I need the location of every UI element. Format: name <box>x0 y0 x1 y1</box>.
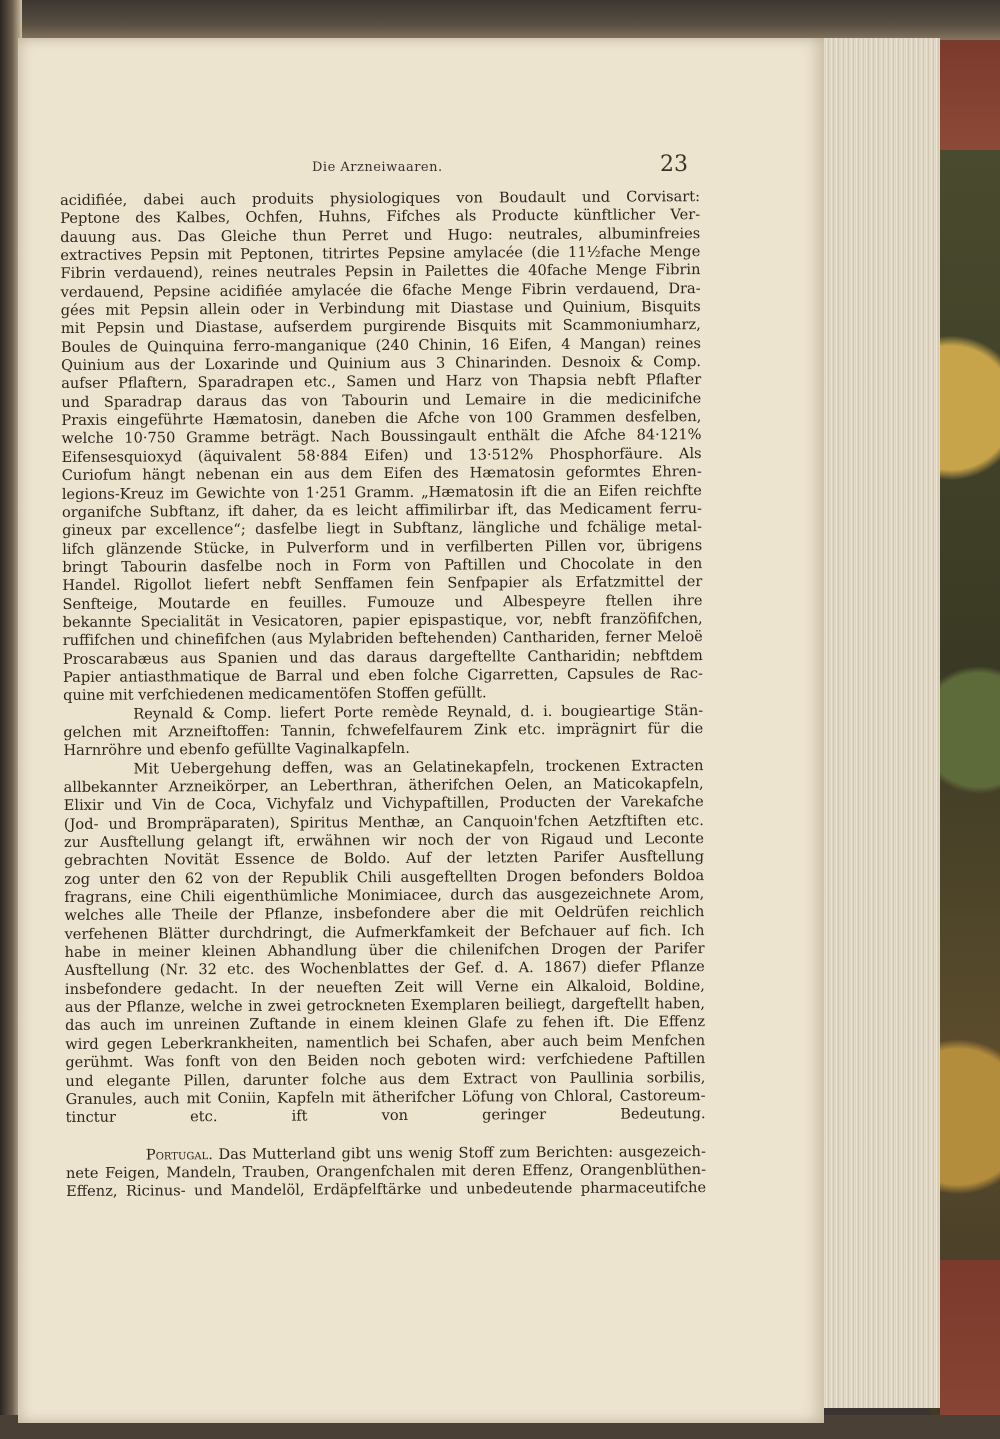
text-line: zur Ausftellung gelangt ift, erwähnen wir noch der von Rigaud und Leconte <box>63 830 705 852</box>
text-line: das auch im unreinen Zuftande in einem kleinen Glafe zu fehen ift. Die Effenz <box>65 1013 706 1035</box>
text-line: fragrans, eine Chili eigenthümliche Monimiacee, durch das ausgezeichnete Arom, <box>64 885 705 907</box>
cover-board-bottom <box>940 1260 1000 1439</box>
text-line: nete Feigen, Mandeln, Trauben, Orangenfchalen mit deren Effenz, Orangenblüthen- <box>65 1160 707 1182</box>
text-line: zog unter den 62 von der Republik Chili ausgeftellten Drogen befonders Boldoa <box>64 866 705 888</box>
text-line: verdauend, Pepsine acidifiée amylacée die 6fache Menge Fibrin verdauend, Dra- <box>60 279 701 301</box>
paragraph-lines <box>60 188 706 1127</box>
text-line: Effenz, Ricinus- und Mandelöl, Erdäpfelftärke und unbedeutende pharmaceutifche <box>66 1179 707 1201</box>
text-line: Elixir und Vin de Coca, Vichyfalz und Vichypaftillen, Producten der Varekafche <box>63 793 704 815</box>
text-line: Harnröhre und ebenfo gefüllte Vaginalkapfeln. <box>63 740 410 760</box>
text-line: gées mit Pepsin allein oder in Verbindung mit Diastase und Quinium, Bisquits <box>60 298 701 320</box>
text-line: Fibrin verdauend), reines neutrales Pepsin in Pailettes die 40fache Menge Fibrin <box>60 261 701 283</box>
text-line: (Jod- und Brompräparaten), Spiritus Menthæ, an Canquoin'fchen Aetzftiften etc. <box>63 811 704 833</box>
section-first-line: Das Mutterland gibt uns wenig Stoff zum Berichten: ausgezeich- <box>218 1142 706 1163</box>
text-line: Peptone des Kalbes, Ochfen, Huhns, Fifches als Producte künftlicher Ver- <box>60 206 701 228</box>
text-line: quine mit verfchiedenen medicamentöfen Stoffen gefüllt. <box>63 684 487 705</box>
text-line: bringt Tabourin dasfelbe noch in Form von Paftillen und Chocolate in den <box>62 554 703 576</box>
text-line: Boules de Quinquina ferro-manganique (240 Chinin, 16 Eifen, 4 Mangan) reines <box>60 334 701 356</box>
text-line: bekannte Specialität in Vesicatoren, papier epispastique, vor, nebft franzöfifchen, <box>62 609 703 631</box>
text-line: Quinium aus der Loxarinde und Quinium aus 3 Chinarinden. Desnoix & Comp. <box>61 353 702 375</box>
text-line: Praxis eingeführte Hæmatosin, daneben die Afche von 100 Grammen desfelben, <box>61 408 702 430</box>
text-line: organifche Subftanz, ift daher, da es leicht affimilirbar ift, das Medicament ferru- <box>61 499 702 521</box>
text-line: acidifiée, dabei auch produits physiologiques von Boudault und Corvisart: <box>60 188 701 209</box>
marbled-cover-board <box>930 150 1000 1439</box>
text-line: gebrachten Novität Essence de Boldo. Auf der letzten Parifer Ausftellung <box>64 848 705 870</box>
page-number: 23 <box>660 152 688 177</box>
text-line: habe in meiner kleinen Abhandlung über die chilenifchen Drogen der Parifer <box>64 940 705 962</box>
text-line: ruffifchen und chinefifchen (aus Mylabriden beftehenden) Canthariden, ferner Meloë <box>62 628 703 650</box>
text-line: legions-Kreuz im Gewichte von 1·251 Gramm. „Hæmatosin ift die an Eifen reichfte <box>61 481 702 503</box>
text-line: Granules, auch mit Coniin, Kapfeln mit ätherifcher Löfung von Chloral, Castoreum- <box>65 1086 706 1108</box>
page-block-edges <box>820 38 940 1408</box>
text-line: lifch glänzende Stücke, in Pulverform und in verfilberten Pillen vor, übrigens <box>62 536 703 558</box>
section-heading: Portugal. <box>145 1145 213 1164</box>
text-line: Reynald & Comp. liefert Porte remède Reynald, d. i. bougieartige Stän- <box>133 701 704 723</box>
text-line: Eifensesquioxyd (äquivalent 58·884 Eifen) und 13·512% Phosphorfäure. Als <box>61 444 702 466</box>
text-line: dauung aus. Das Gleiche thun Perret und Hugo: neutrales, albuminfreies <box>60 224 701 246</box>
text-line: Papier antiasthmatique de Barral und eben folche Cigarretten, Capsules de Rac- <box>62 665 704 686</box>
text-line: gelchen mit Arzneiftoffen: Tannin, fchwefelfaurem Zink etc. imprägnirt für die <box>63 720 704 741</box>
text-line: Handel. Rigollot liefert nebft Senffamen fein Senfpapier als Erfatzmittel der <box>62 573 703 595</box>
text-line: und elegante Pillen, darunter folche aus dem Extract von Paullinia sorbilis, <box>65 1068 706 1090</box>
text-line: allbekannter Arzneikörper, an Leberthran, ätherifchen Oelen, an Maticokapfeln, <box>63 775 704 796</box>
text-line: mit Pepsin und Diastase, aufserdem purgirende Bisquits mit Scammoniumharz, <box>60 316 701 338</box>
text-line: insbefondere gedacht. In der neueften Zeit will Verne ein Alkaloid, Boldine, <box>64 976 705 998</box>
text-line: aus der Pflanze, welche in zwei getrockneten Exemplaren beiliegt, dargeftellt haben, <box>64 995 706 1017</box>
text-line: wird gegen Leberkrankheiten, namentlich bei Schafen, aber auch beim Menfchen <box>65 1031 706 1053</box>
binding-top <box>0 0 1000 42</box>
text-line: Proscarabæus aus Spanien und das daraus dargeftellte Cantharidin; nebftdem <box>62 646 703 668</box>
text-line: extractives Pepsin mit Peptonen, titrirtes Pepsine amylacée (die 11½fache Menge <box>60 243 701 265</box>
text-line: verfehenen Blätter durchdringt, die Aufmerkfamkeit der Befchauer auf fich. Ich <box>64 921 705 943</box>
text-line: gineux par excellence“; dasfelbe liegt in Subftanz, längliche und fchälige metal- <box>62 518 703 540</box>
text-line: Ausftellung (Nr. 32 etc. des Wochenblattes der Gef. d. A. 1867) diefer Pflanze <box>64 958 705 980</box>
text-line: welches alle Theile der Pflanze, insbefondere aber die mit Oeldrüfen reichlich <box>64 903 705 925</box>
text-line: tinctur etc. ift von geringer Bedeutung. <box>65 1105 706 1127</box>
text-line: gerühmt. Was fonft von den Beiden noch geboten wird: verfchiedene Paftillen <box>65 1050 706 1072</box>
text-line: Senfteige, Moutarde en feuilles. Fumouze und Albespeyre ftellen ihre <box>62 591 703 613</box>
text-line: welche 10·750 Gramme beträgt. Nach Boussingault enthält die Afche 84·121% <box>61 426 702 448</box>
text-line: und Sparadrap daraus das von Tabourin und Lemaire in die medicinifche <box>61 389 702 411</box>
running-head: Die Arzneiwaaren. <box>312 160 443 175</box>
body-text <box>60 188 706 1201</box>
text-line: Mit Uebergehung deffen, was an Gelatinekapfeln, trockenen Extracten <box>133 756 704 778</box>
text-line: Curiofum hängt nebenan ein aus dem Eifen des Hæmatosin geformtes Ehren- <box>61 463 702 485</box>
text-line: aufser Pflaftern, Sparadrapen etc., Samen und Harz von Thapsia nebft Pflafter <box>61 371 702 393</box>
